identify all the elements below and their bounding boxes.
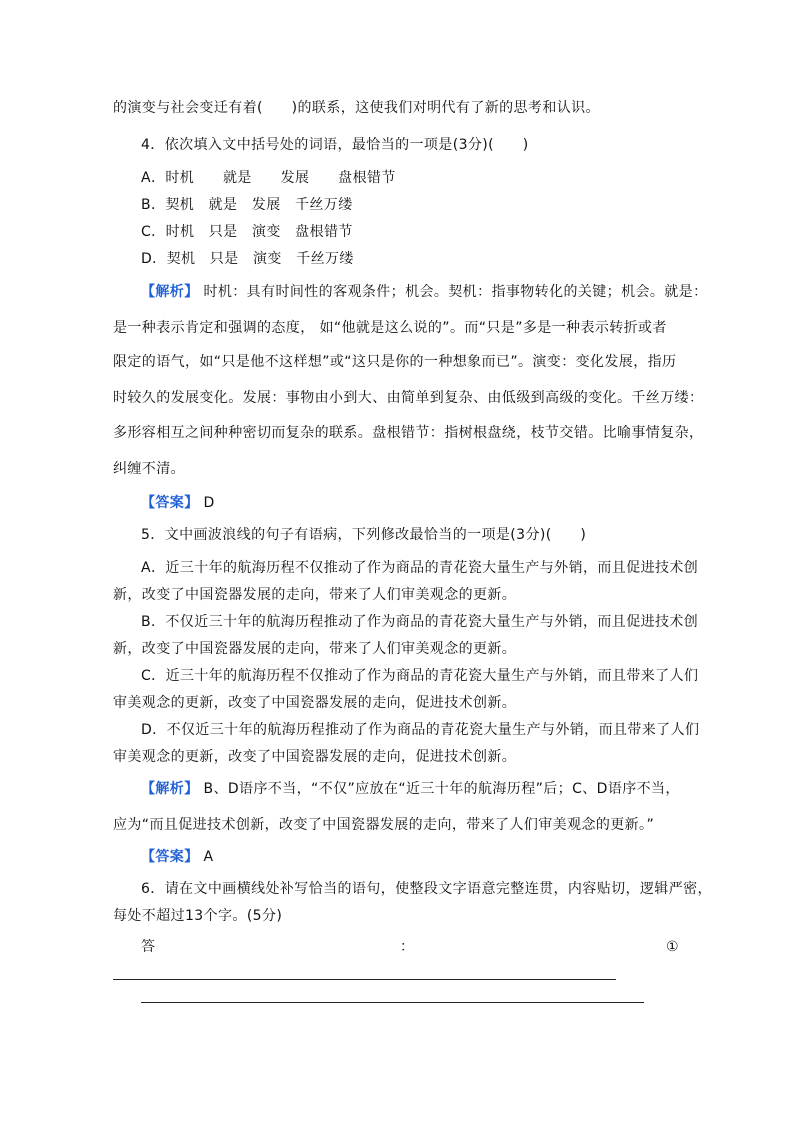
q4-option-d: D．契机 只是 演变 千丝万缕: [141, 251, 354, 267]
q6-stem-line-1: 6．请在文中画横线处补写恰当的语句，使整段文字语意完整连贯，内容贴切，逻辑严密，: [141, 881, 712, 897]
q5-option-line-5: C．近三十年的航海历程不仅推动了作为商品的青花瓷大量生产与外销，而且带来了人们: [141, 668, 699, 684]
q4-analysis-line-1: [141, 283, 707, 301]
q4-analysis-line-3: 限定的语气，如“只是他不这样想”或“这只是你的一种想象而已”。演变：变化发展，指历: [113, 354, 677, 370]
answer-value: D: [203, 495, 215, 511]
intro-line: 的演变与社会变迁有着( )的联系，这使我们对明代有了新的思考和认识。: [113, 100, 600, 116]
analysis-tag: 【解析】: [141, 781, 199, 797]
answer-blank-line-1[interactable]: [113, 979, 616, 980]
q4-analysis-line-4: 时较久的发展变化。发展：事物由小到大、由简单到复杂、由低级到高级的变化。千丝万缕：: [113, 390, 704, 406]
q5-option-line-6: 审美观念的更新，改变了中国瓷器发展的走向，促进技术创新。: [113, 695, 517, 711]
q4-analysis-line-6: 纠缠不清。: [113, 461, 185, 477]
q5-analysis-line-1: [141, 780, 680, 798]
q4-analysis-line-5: 多形容相互之间种种密切而复杂的联系。盘根错节：指树根盘绕，枝节交错。比喻事情复杂，: [113, 425, 704, 441]
q5-option-line-7: D．不仅近三十年的航海历程推动了作为商品的青花瓷大量生产与外销，而且带来了人们: [141, 722, 700, 738]
q5-analysis-line-2: 应为“而且促进技术创新，改变了中国瓷器发展的走向，带来了人们审美观念的更新。”: [113, 817, 655, 833]
q5-option-line-2: 新，改变了中国瓷器发展的走向，带来了人们审美观念的更新。: [113, 587, 517, 603]
q5-option-line-1: A．近三十年的航海历程不仅推动了作为商品的青花瓷大量生产与外销，而且促进技术创: [141, 560, 699, 576]
answer-tag: 【答案】: [141, 495, 199, 511]
analysis-tag: 【解析】: [141, 284, 199, 300]
q5-answer: [141, 848, 213, 866]
q4-stem: 4．依次填入文中括号处的词语，最恰当的一项是(3分)( ): [141, 137, 529, 153]
answer-label: 答: [141, 939, 156, 955]
q5-option-line-8: 审美观念的更新，改变了中国瓷器发展的走向，促进技术创新。: [113, 749, 517, 765]
q6-stem-line-2: 每处不超过13个字。(5分): [113, 908, 283, 924]
q5-option-line-4: 新，改变了中国瓷器发展的走向，带来了人们审美观念的更新。: [113, 641, 517, 657]
q4-analysis-line-2: 是一种表示肯定和强调的态度， 如“他就是这么说的”。而“只是”多是一种表示转折或者: [113, 320, 667, 336]
q4-option-c: C．时机 只是 演变 盘根错节: [141, 224, 353, 240]
answer-tag: 【答案】: [141, 849, 199, 865]
analysis-text: B、D语序不当，“不仅”应放在“近三十年的航海历程”后；C、D语序不当，: [203, 781, 680, 797]
q5-stem: 5．文中画波浪线的句子有语病，下列修改最恰当的一项是(3分)( ): [141, 527, 587, 543]
q4-option-a: A．时机 就是 发展 盘根错节: [141, 170, 396, 186]
q4-answer: [141, 494, 215, 512]
answer-blank-line-2[interactable]: [141, 1002, 644, 1003]
answer-colon: ：: [400, 939, 415, 955]
analysis-text: 时机：具有时间性的客观条件；机会。契机：指事物转化的关键；机会。就是：: [203, 284, 708, 300]
q5-option-line-3: B．不仅近三十年的航海历程推动了作为商品的青花瓷大量生产与外销，而且促进技术创: [141, 614, 699, 630]
blank-marker: ①: [666, 939, 679, 955]
answer-value: A: [203, 849, 214, 865]
q4-option-b: B．契机 就是 发展 千丝万缕: [141, 197, 353, 213]
